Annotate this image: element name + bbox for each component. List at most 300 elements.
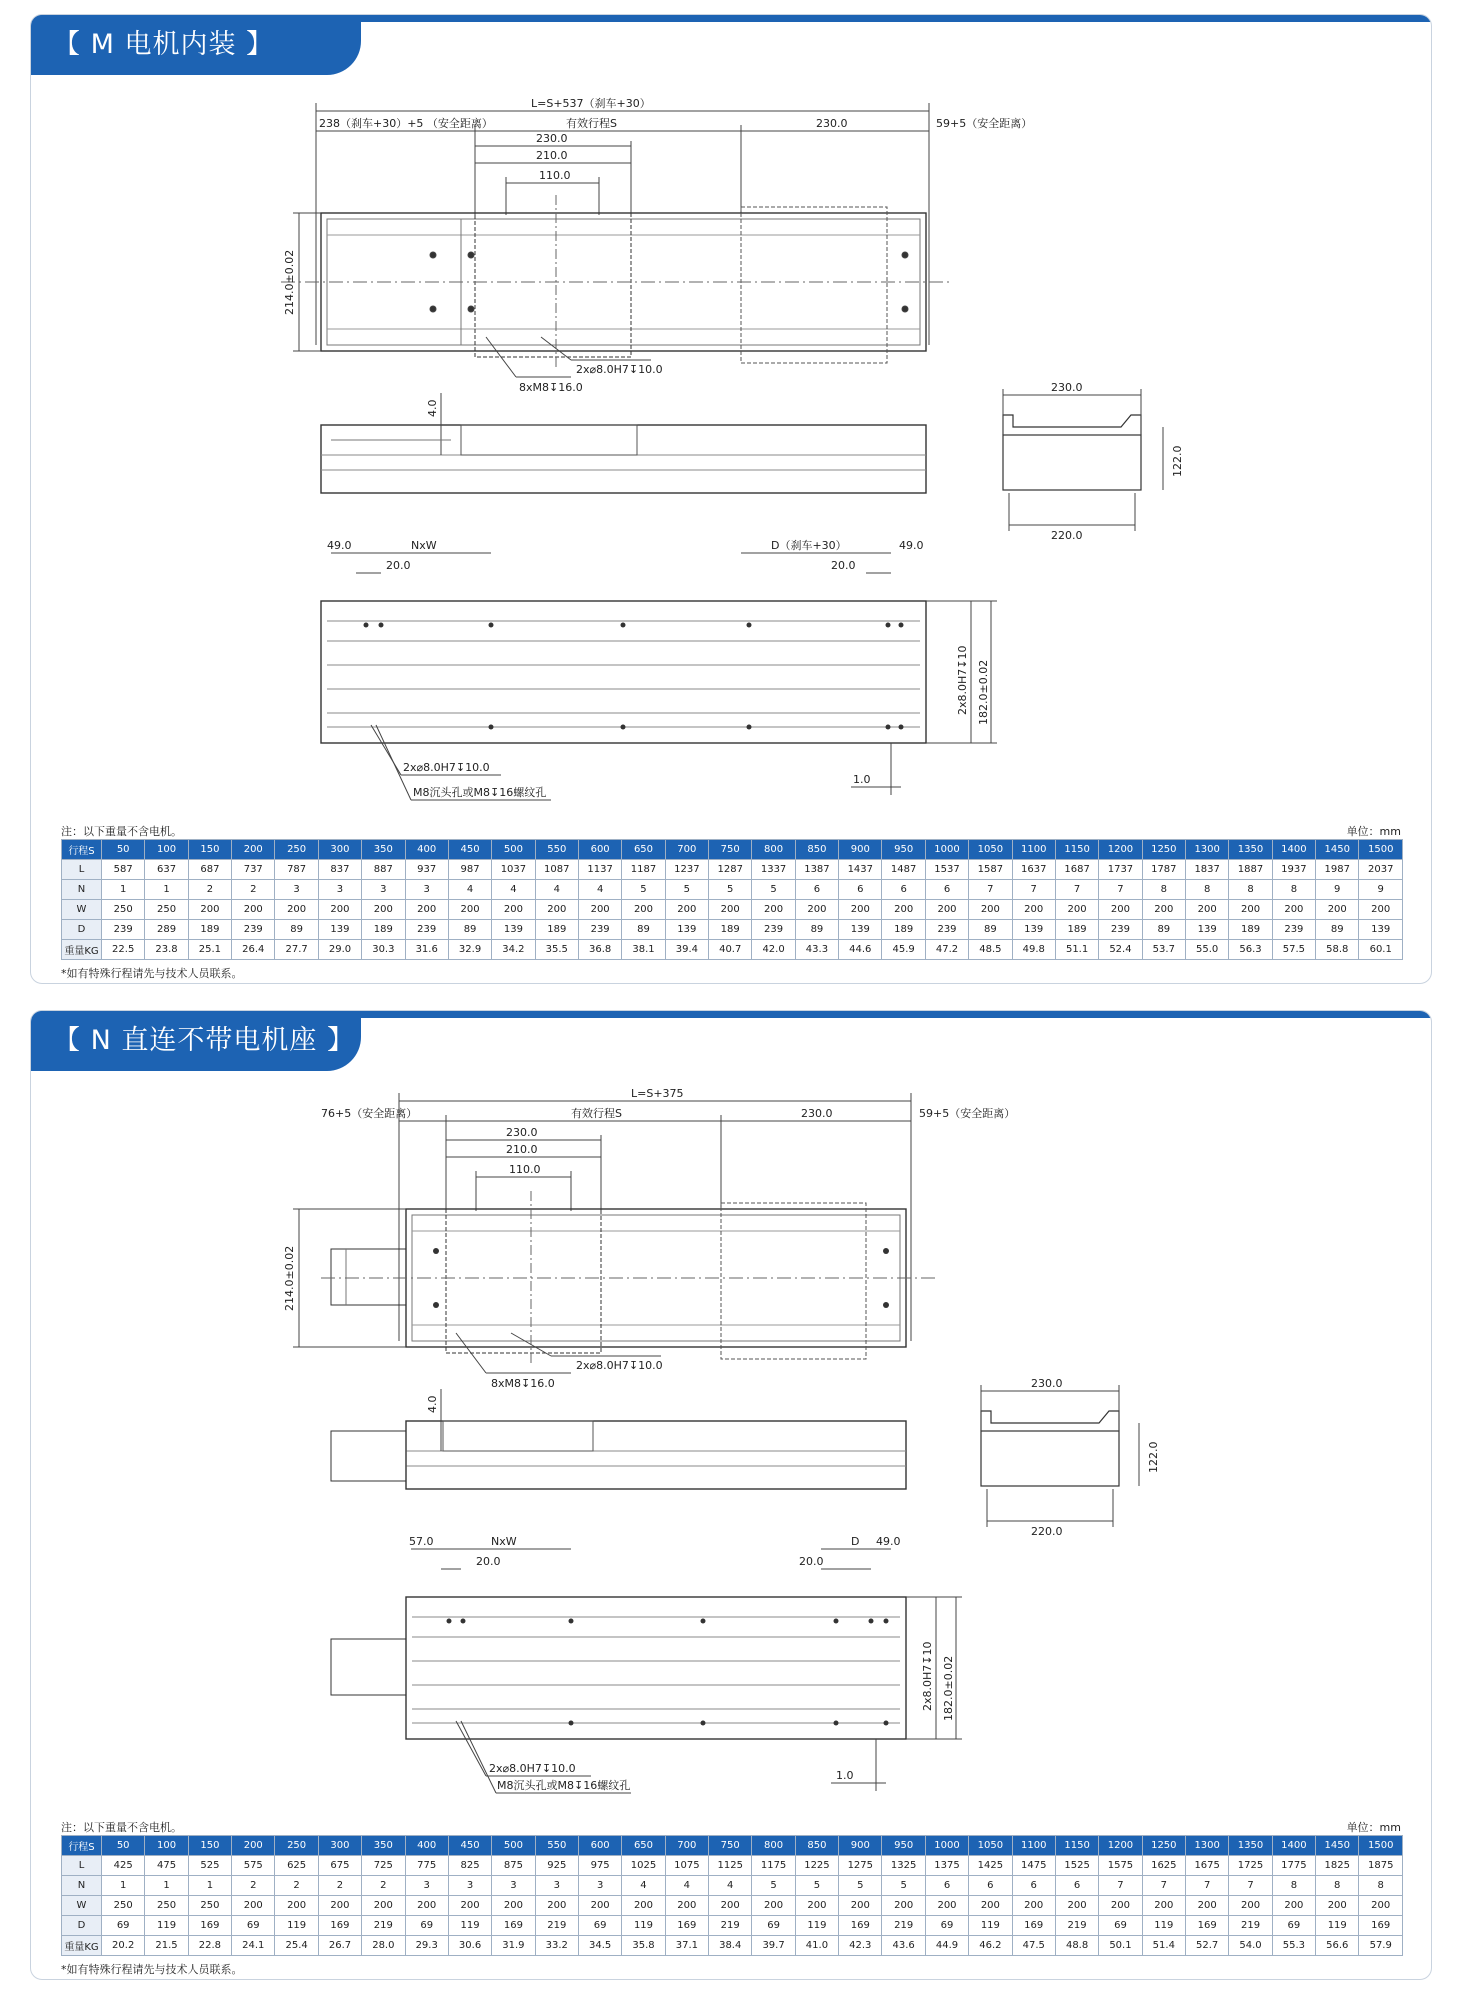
table-cell: 219: [535, 1916, 578, 1936]
dim-b-right-offset: 49.0: [876, 1535, 901, 1548]
table-cell: 4: [709, 1876, 752, 1896]
section-m-title: 【 M 电机内装 】: [31, 15, 361, 75]
table-cell: 5: [752, 1876, 795, 1896]
table-row: [62, 1856, 1403, 1876]
table-cell: 1675: [1185, 1856, 1228, 1876]
table-cell: 1400: [1272, 840, 1315, 860]
table-cell: 1437: [839, 860, 882, 880]
table-cell: 200: [752, 900, 795, 920]
table-cell: 119: [969, 1916, 1012, 1936]
dim-carriage-length: 230.0: [816, 117, 848, 130]
table-cell: 600: [578, 1836, 621, 1856]
table-cell: 239: [1272, 920, 1315, 940]
table-cell: 200: [925, 900, 968, 920]
table-cell: 6: [795, 880, 838, 900]
table-cell: 1350: [1229, 840, 1272, 860]
table-cell: 37.1: [665, 1936, 708, 1956]
table-cell: 47.5: [1012, 1936, 1055, 1956]
table-cell: 7: [1055, 880, 1098, 900]
table-cell: 119: [448, 1916, 491, 1936]
dim-b-20-right: 20.0: [799, 1555, 824, 1568]
table-cell: 200: [665, 1896, 708, 1916]
table-cell: 2: [362, 1876, 405, 1896]
table-cell: 200: [752, 1896, 795, 1916]
table-cell: 69: [1272, 1916, 1315, 1936]
table-cell: 89: [448, 920, 491, 940]
section-n-note: 注：以下重量不含电机。: [61, 1821, 182, 1834]
table-cell: 219: [882, 1916, 925, 1936]
table-cell: 6: [969, 1876, 1012, 1896]
table-cell: 500: [492, 840, 535, 860]
table-cell: 1825: [1316, 1856, 1359, 1876]
table-cell: 200: [405, 900, 448, 920]
table-cell: 119: [1316, 1916, 1359, 1936]
table-cell: 8: [1142, 880, 1185, 900]
section-m-panel: [30, 14, 1432, 984]
section-n-spec-table: [61, 1835, 1403, 1956]
table-cell: 35.8: [622, 1936, 665, 1956]
table-header-row: [62, 1836, 1403, 1856]
table-cell: 2: [318, 1876, 361, 1896]
table-cell: 1250: [1142, 1836, 1185, 1856]
table-cell: 1500: [1359, 1836, 1403, 1856]
table-cell: 1500: [1359, 840, 1403, 860]
table-cell: 200: [1012, 900, 1055, 920]
table-cell: 150: [188, 840, 231, 860]
table-cell: 33.2: [535, 1936, 578, 1956]
table-cell: 38.4: [709, 1936, 752, 1956]
table-cell: 1387: [795, 860, 838, 880]
dim-b-nxw: NxW: [411, 539, 437, 552]
table-cell: 1487: [882, 860, 925, 880]
dim-end-height: 122.0: [1171, 445, 1184, 477]
dim-b-20-left: 20.0: [476, 1555, 501, 1568]
table-cell: 21.5: [145, 1936, 188, 1956]
table-row: [62, 1896, 1403, 1916]
table-cell: 200: [578, 900, 621, 920]
table-cell: 450: [448, 840, 491, 860]
dim-pin-hole: 2x⌀8.0H7↧10.0: [576, 363, 663, 376]
table-cell: 7: [1185, 1876, 1228, 1896]
table-row: [62, 880, 1403, 900]
table-cell: 1125: [709, 1856, 752, 1876]
table-cell: 3: [405, 1876, 448, 1896]
table-cell: 49.8: [1012, 940, 1055, 960]
table-cell: 1937: [1272, 860, 1315, 880]
table-cell: 200: [448, 900, 491, 920]
table-cell: 2: [232, 880, 275, 900]
table-cell: 8: [1272, 1876, 1315, 1896]
table-cell: 200: [1272, 900, 1315, 920]
table-row: [62, 860, 1403, 880]
table-cell: 200: [665, 900, 708, 920]
table-cell: 189: [362, 920, 405, 940]
dim-b-right-offset: 49.0: [899, 539, 924, 552]
dim-b-1: 1.0: [836, 1769, 854, 1782]
table-cell: 775: [405, 1856, 448, 1876]
table-cell: 1237: [665, 860, 708, 880]
table-cell: 250: [188, 1896, 231, 1916]
dim-230: 230.0: [536, 132, 568, 145]
table-cell: 650: [622, 1836, 665, 1856]
table-cell: 3: [578, 1876, 621, 1896]
table-cell: 44.6: [839, 940, 882, 960]
dim-width-214: 214.0±0.02: [283, 1245, 296, 1311]
table-cell: 2: [232, 1876, 275, 1896]
table-cell: 2: [188, 880, 231, 900]
table-cell: 200: [969, 1896, 1012, 1916]
table-cell: 139: [318, 920, 361, 940]
table-cell: 1300: [1185, 1836, 1228, 1856]
table-cell: 44.9: [925, 1936, 968, 1956]
table-cell: 200: [1229, 900, 1272, 920]
dim-b-182: 182.0±0.02: [977, 659, 990, 725]
table-cell: 1887: [1229, 860, 1272, 880]
table-cell: 219: [362, 1916, 405, 1936]
table-cell: 200: [925, 1896, 968, 1916]
table-cell: 169: [188, 1916, 231, 1936]
table-cell: 200: [492, 1896, 535, 1916]
table-cell: 31.9: [492, 1936, 535, 1956]
table-cell: 5: [795, 1876, 838, 1896]
table-cell: 169: [1012, 1916, 1055, 1936]
table-cell: 58.8: [1316, 940, 1359, 960]
table-cell: 200: [1055, 900, 1098, 920]
table-cell: 6: [1012, 1876, 1055, 1896]
table-cell: 48.5: [969, 940, 1012, 960]
table-cell: 239: [232, 920, 275, 940]
table-cell: 6: [1055, 1876, 1098, 1896]
table-cell: 837: [318, 860, 361, 880]
table-cell: 1637: [1012, 860, 1055, 880]
table-cell: 425: [102, 1856, 145, 1876]
table-cell: 1100: [1012, 840, 1055, 860]
table-header-row: [62, 840, 1403, 860]
table-cell: 200: [535, 900, 578, 920]
table-cell: 5: [709, 880, 752, 900]
table-row: [62, 1916, 1403, 1936]
table-cell: 51.4: [1142, 1936, 1185, 1956]
table-cell: 8: [1272, 880, 1315, 900]
table-cell: 139: [492, 920, 535, 940]
table-cell: 45.9: [882, 940, 925, 960]
table-cell: 54.0: [1229, 1936, 1272, 1956]
table-cell: 1987: [1316, 860, 1359, 880]
table-cell: 1875: [1359, 1856, 1403, 1876]
table-cell: 89: [795, 920, 838, 940]
table-cell: 200: [232, 1896, 275, 1916]
table-cell: 4: [492, 880, 535, 900]
table-cell: 925: [535, 1856, 578, 1876]
table-cell: 5: [882, 1876, 925, 1896]
table-cell: 239: [925, 920, 968, 940]
section-m-unit: 单位：mm: [1346, 825, 1401, 838]
table-cell: 200: [232, 840, 275, 860]
table-cell: 400: [405, 1836, 448, 1856]
table-cell: 50: [102, 840, 145, 860]
table-cell: 200: [709, 900, 752, 920]
table-cell: 3: [318, 880, 361, 900]
table-cell: 1350: [1229, 1836, 1272, 1856]
table-cell: 26.7: [318, 1936, 361, 1956]
table-cell: 250: [275, 840, 318, 860]
table-row-label: N: [62, 880, 102, 900]
table-row-label: L: [62, 1856, 102, 1876]
table-cell: 200: [1359, 1896, 1403, 1916]
table-cell: 5: [665, 880, 708, 900]
table-cell: 6: [925, 880, 968, 900]
table-cell: 219: [709, 1916, 752, 1936]
table-cell: 100: [145, 840, 188, 860]
dim-b-left-offset: 57.0: [409, 1535, 434, 1548]
table-cell: 4: [578, 880, 621, 900]
table-cell: 987: [448, 860, 491, 880]
table-cell: 189: [882, 920, 925, 940]
section-n-footnote: *如有特殊行程请先与技术人员联系。: [61, 1963, 243, 1976]
table-cell: 28.0: [362, 1936, 405, 1956]
table-cell: 57.9: [1359, 1936, 1403, 1956]
table-cell: 800: [752, 840, 795, 860]
table-cell: 89: [622, 920, 665, 940]
dim-b-20-left: 20.0: [386, 559, 411, 572]
dim-end-base: 220.0: [1031, 1525, 1063, 1538]
table-cell: 200: [578, 1896, 621, 1916]
table-cell: 119: [275, 1916, 318, 1936]
table-cell: 300: [318, 840, 361, 860]
table-cell: 51.1: [1055, 940, 1098, 960]
table-cell: 1250: [1142, 840, 1185, 860]
table-cell: 100: [145, 1836, 188, 1856]
table-cell: 200: [1099, 900, 1142, 920]
dim-b-1: 1.0: [853, 773, 871, 786]
table-cell: 250: [145, 900, 188, 920]
dim-stroke: 有效行程S: [571, 1107, 622, 1120]
dim-b-d: D（刹车+30）: [771, 539, 847, 552]
table-cell: 139: [839, 920, 882, 940]
table-cell: 687: [188, 860, 231, 880]
table-cell: 4: [665, 1876, 708, 1896]
table-cell: 6: [925, 1876, 968, 1896]
table-cell: 55.0: [1185, 940, 1228, 960]
table-cell: 219: [1055, 1916, 1098, 1936]
table-cell: 6: [839, 880, 882, 900]
table-cell: 7: [1099, 880, 1142, 900]
table-cell: 200: [275, 900, 318, 920]
table-cell: 119: [1142, 1916, 1185, 1936]
section-n-panel: [30, 1010, 1432, 1980]
table-cell: 737: [232, 860, 275, 880]
dim-right-safety: 59+5（安全距离）: [919, 1107, 1016, 1120]
table-cell: 39.4: [665, 940, 708, 960]
table-cell: 200: [1185, 900, 1228, 920]
table-cell: 42.3: [839, 1936, 882, 1956]
table-cell: 24.1: [232, 1936, 275, 1956]
table-cell: 7: [1012, 880, 1055, 900]
table-cell: 189: [1229, 920, 1272, 940]
table-cell: 52.7: [1185, 1936, 1228, 1956]
table-cell: 4: [622, 1876, 665, 1896]
table-cell: 47.2: [925, 940, 968, 960]
table-cell: 9: [1316, 880, 1359, 900]
table-cell: 450: [448, 1836, 491, 1856]
table-cell: 1: [145, 880, 188, 900]
table-cell: 3: [362, 880, 405, 900]
table-cell: 200: [709, 1896, 752, 1916]
table-cell: 1587: [969, 860, 1012, 880]
table-cell: 30.6: [448, 1936, 491, 1956]
table-cell: 22.5: [102, 940, 145, 960]
table-cell: 675: [318, 1856, 361, 1876]
table-cell: 43.3: [795, 940, 838, 960]
table-cell: 1200: [1099, 840, 1142, 860]
table-cell: 950: [882, 840, 925, 860]
table-cell: 239: [405, 920, 448, 940]
table-cell: 169: [492, 1916, 535, 1936]
table-cell: 139: [665, 920, 708, 940]
table-cell: 39.7: [752, 1936, 795, 1956]
table-row-label: W: [62, 1896, 102, 1916]
table-cell: 169: [318, 1916, 361, 1936]
table-cell: 46.2: [969, 1936, 1012, 1956]
table-cell: 20.2: [102, 1936, 145, 1956]
table-cell: 200: [1229, 1896, 1272, 1916]
table-cell: 189: [1055, 920, 1098, 940]
table-row-label: 行程S: [62, 1836, 102, 1856]
table-cell: 8: [1316, 1876, 1359, 1896]
table-cell: 119: [145, 1916, 188, 1936]
dim-b-pin-hole: 2x⌀8.0H7↧10.0: [489, 1762, 576, 1775]
table-cell: 850: [795, 1836, 838, 1856]
table-cell: 289: [145, 920, 188, 940]
table-cell: 600: [578, 840, 621, 860]
table-cell: 119: [795, 1916, 838, 1936]
table-cell: 1100: [1012, 1836, 1055, 1856]
table-cell: 69: [232, 1916, 275, 1936]
table-cell: 700: [665, 840, 708, 860]
table-cell: 23.8: [145, 940, 188, 960]
table-cell: 25.4: [275, 1936, 318, 1956]
table-cell: 200: [1359, 900, 1403, 920]
table-cell: 200: [839, 900, 882, 920]
table-cell: 200: [1142, 900, 1185, 920]
table-cell: 1: [188, 1876, 231, 1896]
dim-end-height: 122.0: [1147, 1441, 1160, 1473]
table-cell: 8: [1185, 880, 1228, 900]
section-n-unit: 单位：mm: [1346, 1821, 1401, 1834]
table-cell: 139: [1185, 920, 1228, 940]
table-cell: 9: [1359, 880, 1403, 900]
table-cell: 1: [102, 880, 145, 900]
table-cell: 200: [622, 1896, 665, 1916]
dim-thickness-4: 4.0: [426, 1395, 439, 1413]
dim-right-safety: 59+5（安全距离）: [936, 117, 1033, 130]
table-cell: 5: [622, 880, 665, 900]
table-cell: 27.7: [275, 940, 318, 960]
table-cell: 139: [1012, 920, 1055, 940]
table-cell: 1: [102, 1876, 145, 1896]
table-cell: 725: [362, 1856, 405, 1876]
dim-110: 110.0: [539, 169, 571, 182]
table-cell: 975: [578, 1856, 621, 1876]
table-cell: 350: [362, 1836, 405, 1856]
table-cell: 69: [1099, 1916, 1142, 1936]
table-cell: 1150: [1055, 1836, 1098, 1856]
table-cell: 1337: [752, 860, 795, 880]
table-cell: 3: [492, 1876, 535, 1896]
table-cell: 475: [145, 1856, 188, 1876]
table-cell: 32.9: [448, 940, 491, 960]
table-cell: 239: [752, 920, 795, 940]
table-cell: 900: [839, 1836, 882, 1856]
table-cell: 400: [405, 840, 448, 860]
table-cell: 38.1: [622, 940, 665, 960]
table-cell: 69: [925, 1916, 968, 1936]
table-cell: 1137: [578, 860, 621, 880]
table-cell: 200: [535, 1896, 578, 1916]
table-cell: 1537: [925, 860, 968, 880]
table-cell: 139: [1359, 920, 1403, 940]
table-cell: 89: [1142, 920, 1185, 940]
table-cell: 1050: [969, 840, 1012, 860]
table-cell: 34.5: [578, 1936, 621, 1956]
table-cell: 7: [1229, 1876, 1272, 1896]
table-cell: 200: [318, 1896, 361, 1916]
table-cell: 89: [969, 920, 1012, 940]
dim-b-pin-hole: 2x⌀8.0H7↧10.0: [403, 761, 490, 774]
table-row: [62, 1936, 1403, 1956]
table-cell: 1725: [1229, 1856, 1272, 1876]
table-cell: 200: [232, 1836, 275, 1856]
table-cell: 575: [232, 1856, 275, 1876]
table-cell: 950: [882, 1836, 925, 1856]
table-cell: 1037: [492, 860, 535, 880]
dim-b-d: D: [851, 1535, 860, 1548]
table-cell: 1837: [1185, 860, 1228, 880]
table-cell: 50.1: [1099, 1936, 1142, 1956]
table-cell: 525: [188, 1856, 231, 1876]
table-cell: 36.8: [578, 940, 621, 960]
dim-stroke: 有效行程S: [566, 117, 617, 130]
table-cell: 1275: [839, 1856, 882, 1876]
dim-b-pin-2: 2x8.0H7↧10: [921, 1641, 934, 1711]
section-m-note: 注：以下重量不含电机。: [61, 825, 182, 838]
table-cell: 200: [839, 1896, 882, 1916]
table-cell: 26.4: [232, 940, 275, 960]
table-cell: 1000: [925, 1836, 968, 1856]
table-cell: 2037: [1359, 860, 1403, 880]
table-cell: 55.3: [1272, 1936, 1315, 1956]
table-cell: 4: [448, 880, 491, 900]
table-cell: 1687: [1055, 860, 1098, 880]
table-cell: 22.8: [188, 1936, 231, 1956]
table-cell: 1400: [1272, 1836, 1315, 1856]
table-cell: 25.1: [188, 940, 231, 960]
table-cell: 4: [535, 880, 578, 900]
table-cell: 7: [1099, 1876, 1142, 1896]
table-cell: 189: [709, 920, 752, 940]
table-cell: 1000: [925, 840, 968, 860]
table-cell: 200: [405, 1896, 448, 1916]
table-row-label: W: [62, 900, 102, 920]
table-cell: 350: [362, 840, 405, 860]
dim-end-base: 220.0: [1051, 529, 1083, 542]
dim-left-safety: 76+5（安全距离）: [321, 1107, 418, 1120]
table-cell: 200: [1316, 1896, 1359, 1916]
table-cell: 239: [1099, 920, 1142, 940]
table-row: [62, 900, 1403, 920]
table-cell: 56.6: [1316, 1936, 1359, 1956]
table-cell: 1575: [1099, 1856, 1142, 1876]
